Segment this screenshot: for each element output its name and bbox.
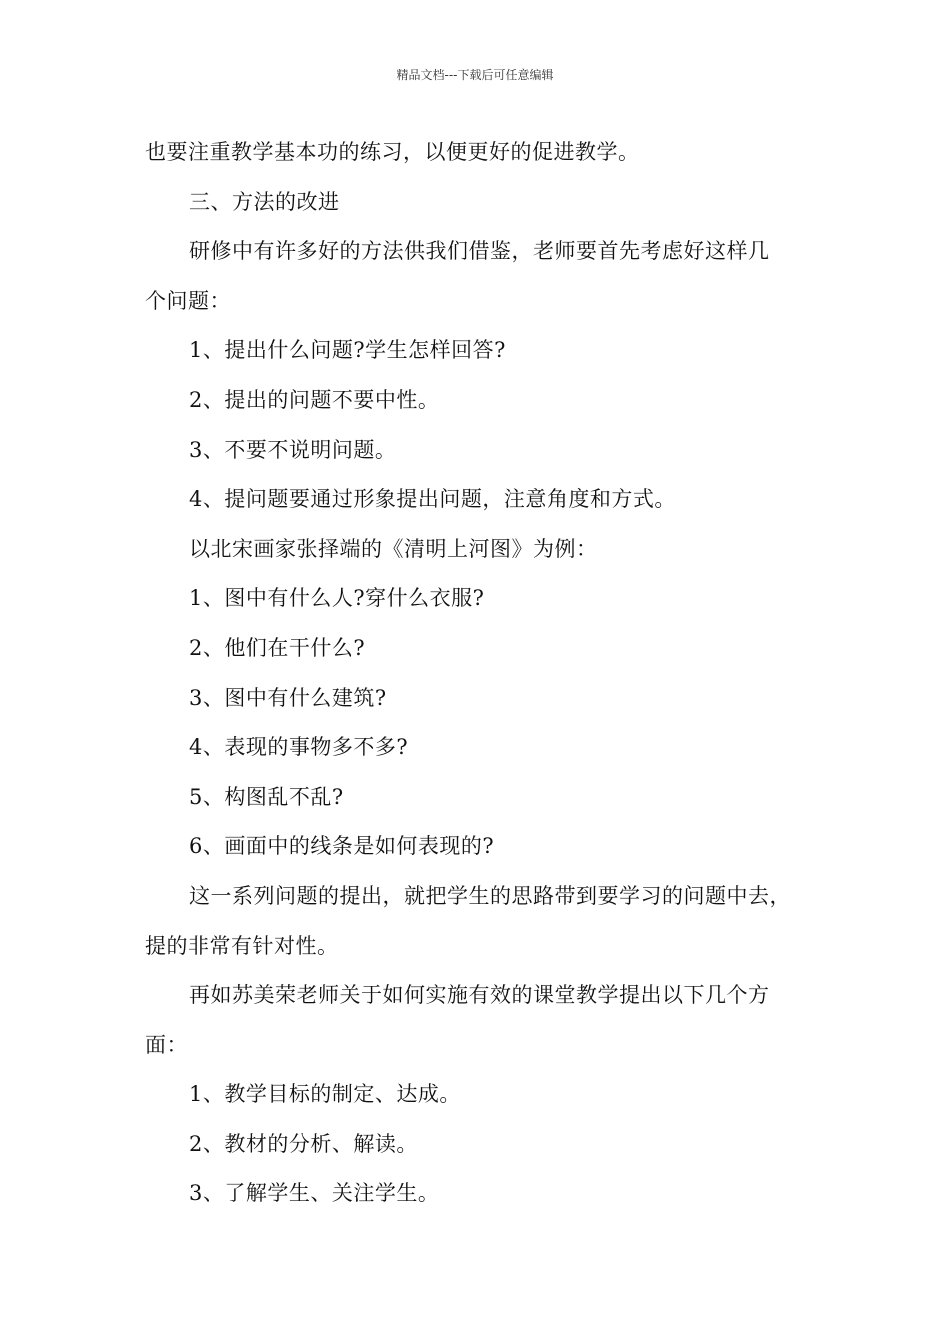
text-line: 2、提出的问题不要中性。 — [189, 387, 440, 412]
text-line: 3、了解学生、关注学生。 — [189, 1181, 440, 1206]
text-line: 以北宋画家张择端的《清明上河图》为例： — [189, 536, 598, 561]
text-line: 2、他们在干什么? — [189, 635, 366, 660]
text-line: 4、提问题要通过形象提出问题，注意角度和方式。 — [189, 487, 676, 512]
text-line: 也要注重教学基本功的练习，以便更好的促进教学。 — [145, 140, 640, 164]
text-line: 面： — [145, 1032, 188, 1057]
text-line: 提的非常有针对性。 — [145, 933, 339, 958]
text-line: 5、构图乱不乱? — [189, 784, 344, 809]
text-line: 三、方法的改进 — [189, 189, 340, 214]
text-line: 研修中有许多好的方法供我们借鉴，老师要首先考虑好这样几 — [189, 239, 770, 264]
text-line: 6、画面中的线条是如何表现的? — [189, 834, 495, 859]
text-line: 个问题： — [145, 288, 231, 313]
text-line: 1、图中有什么人?穿什么衣服? — [189, 586, 485, 611]
text-line: 2、教材的分析、解读。 — [189, 1131, 418, 1156]
page-header: 精品文档---下载后可任意编辑 — [396, 68, 554, 82]
text-line: 1、提出什么问题?学生怎样回答? — [189, 338, 506, 363]
text-line: 这一系列问题的提出，就把学生的思路带到要学习的问题中去， — [189, 883, 791, 908]
body-text — [145, 128, 815, 1219]
text-line: 3、图中有什么建筑? — [189, 685, 387, 710]
text-line: 1、教学目标的制定、达成。 — [189, 1082, 461, 1107]
text-line: 再如苏美荣老师关于如何实施有效的课堂教学提出以下几个方 — [189, 983, 770, 1008]
text-line: 3、不要不说明问题。 — [189, 437, 397, 462]
text-line: 4、表现的事物多不多? — [189, 735, 409, 760]
